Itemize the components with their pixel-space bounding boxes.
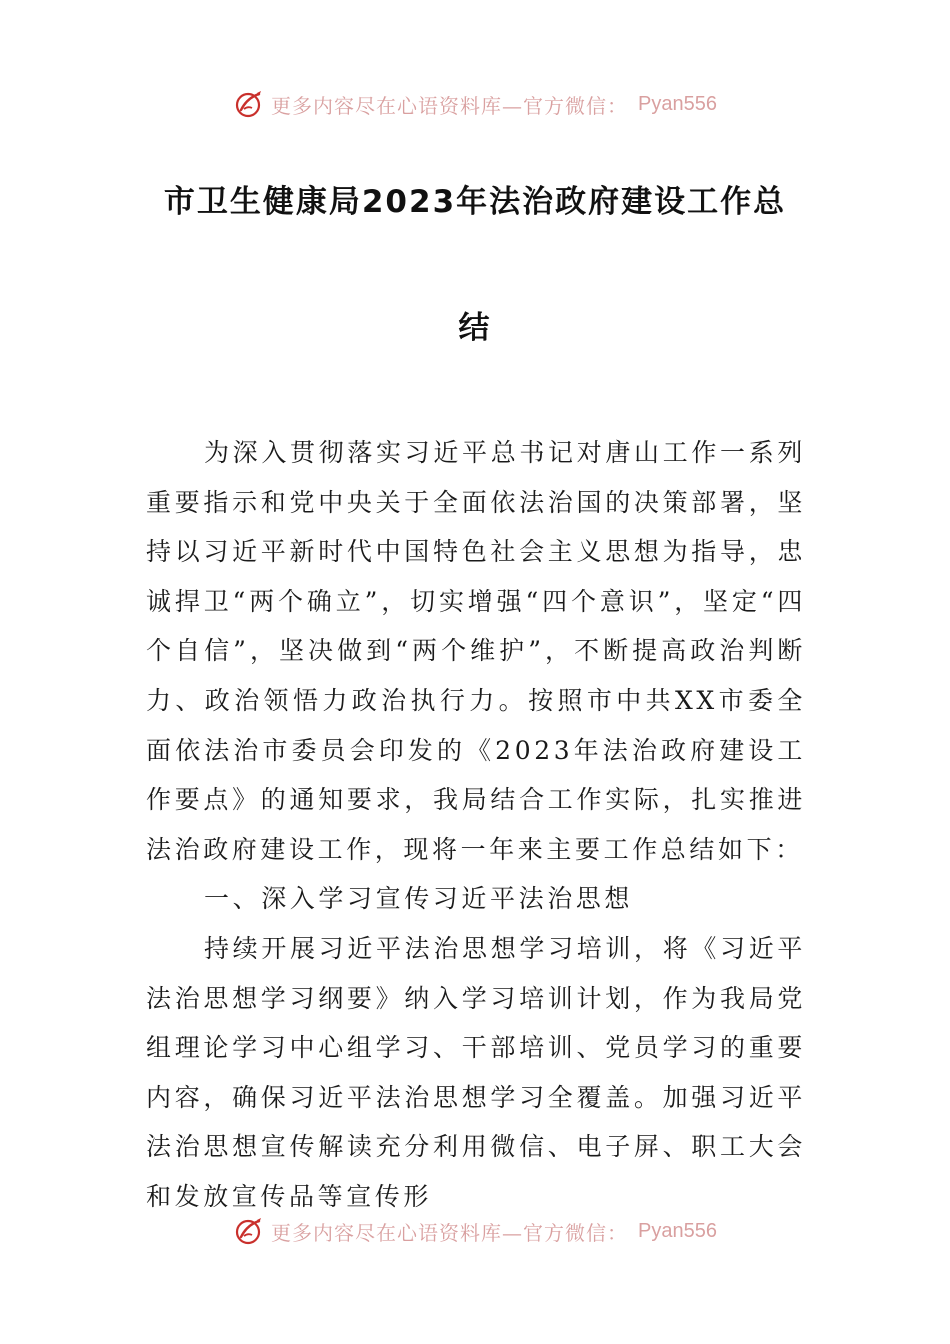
pen-swirl-logo-icon: [233, 1215, 265, 1247]
paragraph-intro: 为深入贯彻落实习近平总书记对唐山工作一系列重要指示和党中央关于全面依法治国的决策部署，坚持以习近平新时代中国特色社会主义思想为指导，忠诚捍卫“两个确立”，切实增强“四个意识”，坚定“四个自信”，坚决做到“两个维护”，不断提高政治判断力、政治领悟力政治执行力。按照市中共XX市委全面依法治市委员会印发的《2023年法治政府建设工作要点》的通知要求，我局结合工作实际，扎实推进法治政府建设工作，现将一年来主要工作总结如下：: [146, 438, 806, 864]
document-body: [146, 428, 806, 1222]
section-heading-1: 一、深入学习宣传习近平法治思想: [204, 884, 634, 914]
watermark-text: 更多内容尽在心语资料库—官方微信：: [271, 1220, 629, 1245]
watermark-content: [233, 88, 717, 120]
document-title-line1: 市卫生健康局2023年法治政府建设工作总: [163, 184, 787, 220]
watermark-text: 更多内容尽在心语资料库—官方微信：: [271, 93, 629, 118]
document-title-line2: 结: [458, 310, 492, 346]
paragraph-section-1: 持续开展习近平法治思想学习培训，将《习近平法治思想学习纲要》纳入学习培训计划，作为我局党组理论学习中心组学习、干部培训、党员学习的重要内容，确保习近平法治思想学习全覆盖。加强习近平法治思想宣传解读充分利用微信、电子屏、职工大会和发放宣传品等宣传形: [146, 933, 806, 1211]
watermark-wechat-id: Pyan556: [638, 92, 717, 115]
pen-swirl-logo-icon: [233, 88, 265, 120]
watermark-wechat-id: Pyan556: [638, 1219, 717, 1242]
watermark-footer: [0, 1211, 950, 1251]
watermark-content: [233, 1215, 717, 1247]
watermark-header: [0, 84, 950, 124]
